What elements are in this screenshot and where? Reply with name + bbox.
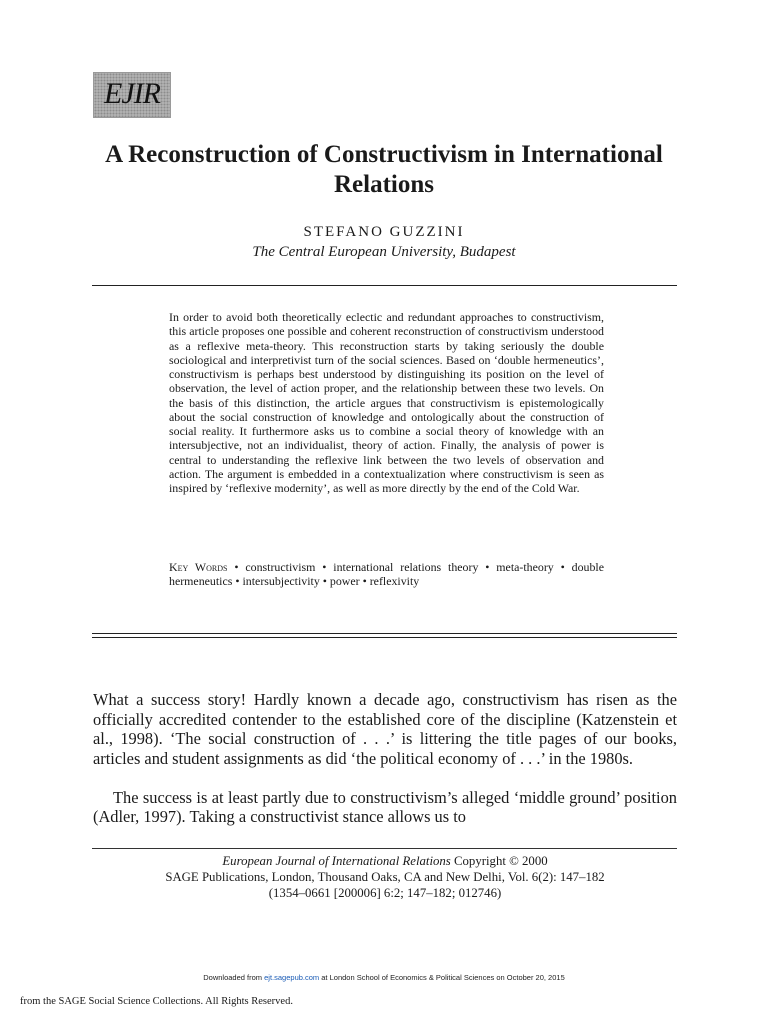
abstract: In order to avoid both theoretically eclectic and redundant approaches to constructivism, this article proposes one possible and coherent reconstruction of constructivism understood as a reflexive meta-theory. This reconstruction starts by taking seriously the double sociological and interpretivist turn of the social sciences. Based on ‘double hermeneutics’, constructivism is perhaps best understood by distinguishing its position on the level of observation, the level of action proper, and the relationship between these two levels. On the basis of this distinction, the article argues that constructivism is epistemologically about the social construction of knowledge and ontologically about the construction of social reality. It furthermore asks us to combine a social theory of knowledge with an intersubjective, not an individualist, theory of action. Finally, the analysis of power is central to understanding the reflexive link between the two levels of observation and action. The argument is embedded in a contextualization where constructivism is seen as inspired by ‘reflexive modernity’, as well as more directly by the end of the Cold War. — [169, 310, 604, 495]
journal-name: European Journal of International Relations — [222, 854, 451, 868]
download-prefix: Downloaded from — [203, 973, 263, 982]
body-paragraph-2: The success is at least partly due to constructivism’s alleged ‘middle ground’ position (Adler, 1997). Taking a constructivist stance allows us to — [93, 787, 677, 826]
rights-notice: from the SAGE Social Science Collections. All Rights Reserved. — [20, 996, 293, 1007]
download-suffix: at London School of Economics & Political Sciences on October 20, 2015 — [321, 973, 565, 982]
download-notice — [0, 973, 768, 983]
keywords-list: • constructivism • international relations theory • meta-theory • double hermeneutics • intersubjectivity • power • reflexivity — [169, 560, 604, 589]
keywords-label: Key Words — [169, 560, 228, 574]
journal-logo-text: EJIR — [104, 77, 160, 110]
keywords — [169, 560, 604, 589]
footer-divider — [92, 848, 677, 849]
footer-line-1 — [60, 853, 710, 869]
journal-logo — [93, 72, 171, 118]
publication-codes: (1354–0661 [200006] 6:2; 147–182; 012746) — [268, 886, 502, 900]
download-link[interactable]: ejt.sagepub.com — [264, 973, 320, 982]
abstract-divider — [92, 633, 677, 638]
author-affiliation: The Central European University, Budapest — [252, 244, 516, 260]
publication-footer — [60, 853, 710, 901]
publisher-info: SAGE Publications, London, Thousand Oaks, CA and New Delhi, Vol. 6(2): 147–182 — [165, 870, 605, 884]
header-divider — [92, 285, 677, 286]
article-title: A Reconstruction of Constructivism in International Relations — [105, 141, 663, 198]
body-paragraph-1: What a success story! Hardly known a decade ago, constructivism has risen as the officially accredited contender to the established core of the discipline (Katzenstein et al., 1998). ‘The social construction of . . .’ is littering the title pages of our books, articles and student assignments as did ‘the political economy of . . .’ in the 1980s. — [93, 690, 677, 768]
copyright-notice: Copyright © 2000 — [454, 854, 548, 868]
author-name: STEFANO GUZZINI — [303, 224, 465, 240]
